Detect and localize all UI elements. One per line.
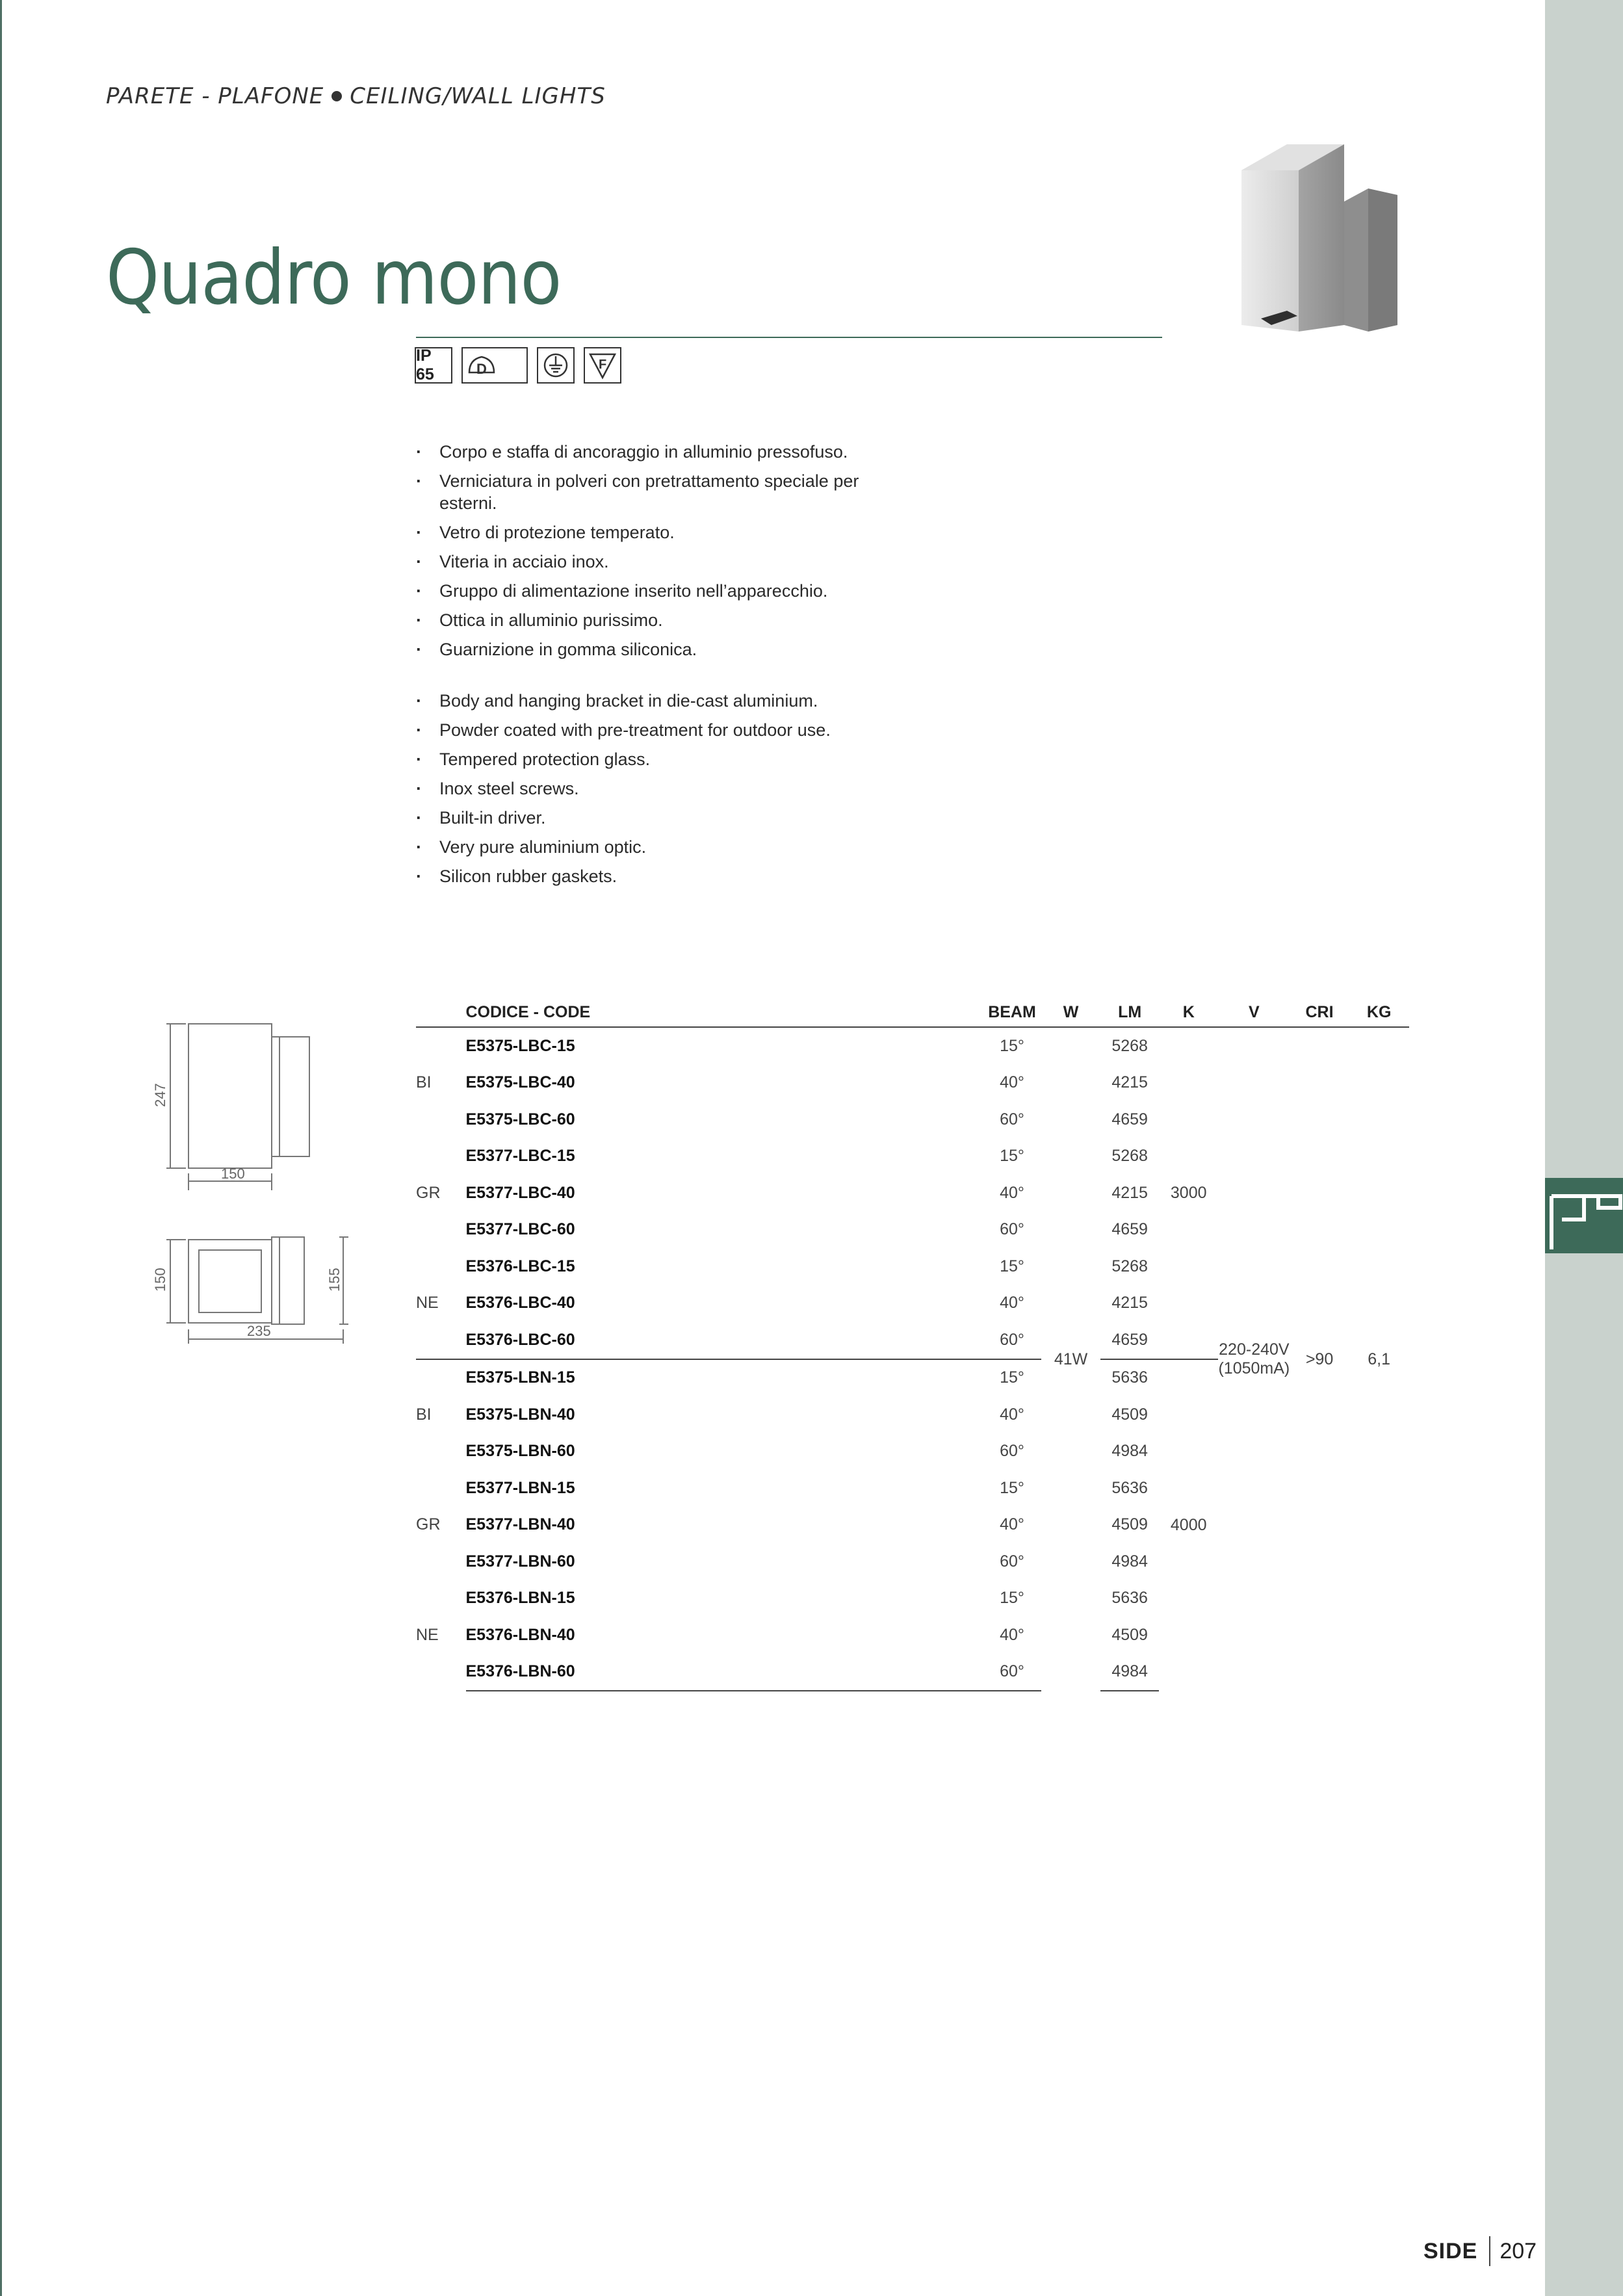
- dim-height-side: 247: [152, 1083, 168, 1107]
- table-header-row: [416, 998, 1409, 1027]
- dim-depth: 235: [247, 1323, 271, 1339]
- lm-cell: 4659: [1111, 1220, 1148, 1239]
- beam-cell: 60°: [983, 1654, 1042, 1691]
- ip65-icon: [415, 347, 452, 384]
- code-cell: E5376-LBN-15: [465, 1589, 575, 1608]
- footer-divider: [1489, 2236, 1490, 2266]
- table-row: [416, 1027, 1409, 1065]
- lm-cell: 4215: [1111, 1073, 1148, 1092]
- beam-cell: 40°: [1000, 1294, 1024, 1312]
- code-cell: E5375-LBC-40: [465, 1073, 575, 1092]
- finish-cell: GR: [416, 1515, 441, 1534]
- voltage-cell: [1218, 1027, 1290, 1691]
- beam-cell: 60°: [1000, 1330, 1024, 1349]
- voltage-line1: 220-240V: [1219, 1340, 1290, 1359]
- finish-cell: GR: [416, 1183, 441, 1202]
- category-it: PARETE - PLAFONE: [106, 83, 324, 109]
- finish-cell: NE: [416, 1626, 439, 1645]
- d-mark-shape: [467, 350, 497, 380]
- beam-cell: 40°: [1000, 1073, 1024, 1092]
- product-code-table: [416, 998, 1409, 1691]
- code-cell: E5376-LBC-15: [465, 1257, 575, 1275]
- code-cell: E5375-LBC-60: [465, 1110, 575, 1128]
- lm-cell: 4659: [1111, 1330, 1148, 1349]
- kelvin-cell: 3000: [1170, 1183, 1207, 1202]
- family-tab-marker: [1545, 1178, 1623, 1253]
- k-header: K: [1159, 998, 1218, 1027]
- page-number: 207: [1500, 2238, 1537, 2263]
- code-cell: E5375-LBN-40: [465, 1405, 575, 1424]
- feature-item: · Gruppo di alimentazione inserito nell’apparecchio.: [416, 580, 881, 602]
- lm-cell: 4215: [1111, 1294, 1148, 1312]
- features-italian: [416, 441, 881, 660]
- kg-cell: 6,1: [1368, 1350, 1391, 1368]
- list-spacer: [416, 668, 881, 690]
- feature-item: · Corpo e staffa di ancoraggio in alluminio pressofuso.: [416, 441, 881, 463]
- feature-item: · Viteria in acciaio inox.: [416, 551, 881, 573]
- finish-cell: BI: [416, 1073, 432, 1092]
- beam-cell: 60°: [1000, 1110, 1024, 1128]
- feature-item: · Tempered protection glass.: [416, 748, 881, 770]
- page-left-border: [0, 0, 2, 2296]
- lm-cell: 5636: [1111, 1589, 1148, 1608]
- lm-cell: 5268: [1111, 1257, 1148, 1275]
- v-header: V: [1218, 998, 1290, 1027]
- feature-item: · Powder coated with pre-treatment for outdoor use.: [416, 719, 881, 741]
- lm-cell: 4984: [1111, 1552, 1148, 1571]
- code-cell: E5376-LBC-40: [465, 1294, 575, 1312]
- beam-header: BEAM: [983, 998, 1042, 1027]
- cri-cell: >90: [1305, 1350, 1334, 1368]
- code-cell: E5376-LBC-60: [465, 1330, 575, 1349]
- beam-cell: 15°: [1000, 1257, 1024, 1275]
- beam-cell: 60°: [1000, 1552, 1024, 1571]
- feature-item: · Guarnizione in gomma siliconica.: [416, 638, 881, 660]
- feature-item: · Very pure aluminium optic.: [416, 836, 881, 858]
- bullet-dot-icon: [331, 91, 342, 101]
- product-photo: [1235, 137, 1410, 338]
- code-cell: E5376-LBN-40: [465, 1625, 575, 1644]
- code-cell: E5375-LBN-60: [465, 1442, 575, 1461]
- family-symbol-icon: [1545, 1178, 1623, 1253]
- lm-cell: 4215: [1111, 1183, 1148, 1202]
- feature-list: [416, 441, 881, 894]
- feature-item: · Ottica in alluminio purissimo.: [416, 609, 881, 631]
- beam-cell: 40°: [1000, 1183, 1024, 1202]
- voltage-line2: (1050mA): [1218, 1359, 1290, 1377]
- footer-brand: SIDE: [1423, 2238, 1478, 2263]
- d-mark-letter: D: [476, 361, 487, 377]
- f-mark-letter: F: [599, 358, 607, 372]
- beam-cell: 15°: [1000, 1147, 1024, 1166]
- finish-cell: BI: [416, 1359, 466, 1470]
- d-mark-icon: [461, 347, 528, 384]
- dim-height-front: 150: [152, 1268, 168, 1292]
- category-en: CEILING/WALL LIGHTS: [350, 83, 606, 109]
- kg-header: KG: [1349, 998, 1409, 1027]
- feature-item: · Vetro di protezione temperato.: [416, 521, 881, 543]
- code-cell: E5375-LBC-15: [465, 1036, 575, 1055]
- feature-item: · Built-in driver.: [416, 807, 881, 829]
- lm-cell: 5636: [1111, 1478, 1148, 1497]
- code-cell: E5377-LBN-40: [465, 1515, 575, 1534]
- feature-item: · Body and hanging bracket in die-cast aluminium.: [416, 690, 881, 712]
- product-title: Quadro mono: [106, 234, 562, 322]
- earth-icon: [537, 347, 575, 384]
- finish-cell: NE: [416, 1294, 439, 1312]
- features-english: [416, 690, 881, 887]
- code-cell: E5377-LBN-60: [465, 1552, 575, 1571]
- technical-drawing: [152, 1011, 364, 1362]
- lm-header: LM: [1100, 998, 1160, 1027]
- beam-cell: 15°: [1000, 1478, 1024, 1497]
- lm-cell: 4509: [1111, 1625, 1148, 1644]
- code-cell: E5377-LBC-60: [465, 1220, 575, 1239]
- beam-cell: 15°: [1000, 1589, 1024, 1608]
- feature-item: · Verniciatura in polveri con pretrattamento speciale per esterni.: [416, 470, 881, 514]
- finish-header: [416, 998, 466, 1027]
- cri-header: CRI: [1290, 998, 1349, 1027]
- feature-item: · Inox steel screws.: [416, 777, 881, 800]
- dim-width-side: 150: [221, 1166, 245, 1182]
- ip65-label: IP 65: [416, 346, 434, 384]
- code-cell: E5377-LBN-15: [465, 1478, 575, 1497]
- beam-cell: 60°: [1000, 1220, 1024, 1239]
- lm-cell: 5636: [1100, 1359, 1160, 1397]
- lm-cell: 4984: [1100, 1654, 1160, 1691]
- kelvin-cell: 4000: [1159, 1359, 1218, 1691]
- lm-cell: 5268: [1111, 1036, 1148, 1055]
- lm-cell: 4509: [1111, 1515, 1148, 1534]
- beam-cell: 15°: [983, 1359, 1042, 1397]
- category-header: [106, 83, 606, 109]
- page-footer: [1423, 2236, 1537, 2266]
- f-mark-icon: [584, 347, 621, 384]
- code-cell: E5376-LBN-60: [466, 1654, 983, 1691]
- beam-cell: 40°: [1000, 1515, 1024, 1534]
- lm-cell: 4659: [1111, 1110, 1148, 1128]
- dim-bracket-height: 155: [326, 1268, 343, 1292]
- beam-cell: 15°: [1000, 1036, 1024, 1055]
- lm-cell: 5268: [1111, 1147, 1148, 1166]
- feature-item: · Silicon rubber gaskets.: [416, 865, 881, 887]
- beam-cell: 60°: [1000, 1442, 1024, 1461]
- w-header: W: [1041, 998, 1100, 1027]
- certification-icons: [415, 347, 621, 384]
- beam-cell: 40°: [1000, 1625, 1024, 1644]
- watt-cell: 41W: [1054, 1350, 1088, 1368]
- code-cell: E5377-LBC-40: [465, 1183, 575, 1202]
- code-cell: E5375-LBN-15: [466, 1359, 983, 1397]
- code-cell: E5377-LBC-15: [465, 1147, 575, 1166]
- side-color-band: [1545, 0, 1623, 2296]
- lm-cell: 4509: [1111, 1405, 1148, 1424]
- title-divider: [416, 337, 1162, 338]
- lm-cell: 4984: [1111, 1442, 1148, 1461]
- beam-cell: 40°: [1000, 1405, 1024, 1424]
- code-header: CODICE - CODE: [466, 998, 983, 1027]
